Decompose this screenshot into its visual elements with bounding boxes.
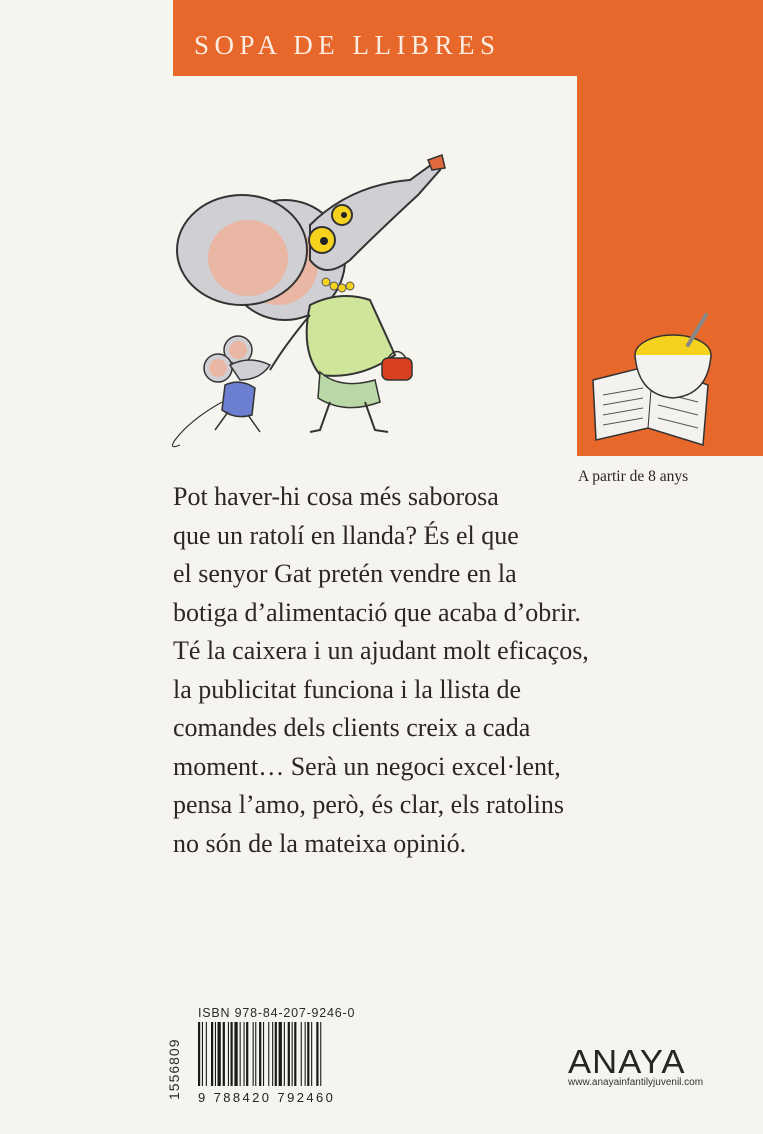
publisher-url: www.anayainfantilyjuvenil.com [568,1077,704,1088]
blurb-line: comandes dels clients creix a cada [173,713,531,742]
isbn-label: ISBN 978-84-207-9246-0 [198,1006,356,1020]
blurb-line: no són de la mateixa opinió. [173,828,467,858]
barcode-icon [196,1022,366,1090]
barcode-digits: 9 788420 792460 [198,1090,336,1105]
blurb-line: que un ratolí en llanda? És el que [173,520,519,550]
blurb-line: la publicitat funciona i la llista de [173,674,522,704]
mouse-mother-and-child-icon [160,140,460,450]
publisher-logo: ANAYA [568,1043,686,1080]
alphabet-soup-book-icon [588,310,728,450]
blurb-line: el senyor Gat pretén vendre en la [173,559,517,588]
blurb-line: moment… Serà un negoci excel·lent, [173,751,561,781]
blurb-line: pensa l’amo, però, és clar, els ratolins [173,790,564,819]
back-cover-blurb [173,478,733,863]
side-code: 1556809 [166,1038,182,1100]
blurb-line: Pot haver-hi cosa més saborosa [173,482,499,511]
blurb-line: Té la caixera i un ajudant molt eficaços, [173,636,589,665]
blurb-line: botiga d’alimentació que acaba d’obrir. [173,597,581,627]
age-label: A partir de 8 anys [578,468,689,485]
series-title: SOPA DE LLIBRES [194,30,501,60]
